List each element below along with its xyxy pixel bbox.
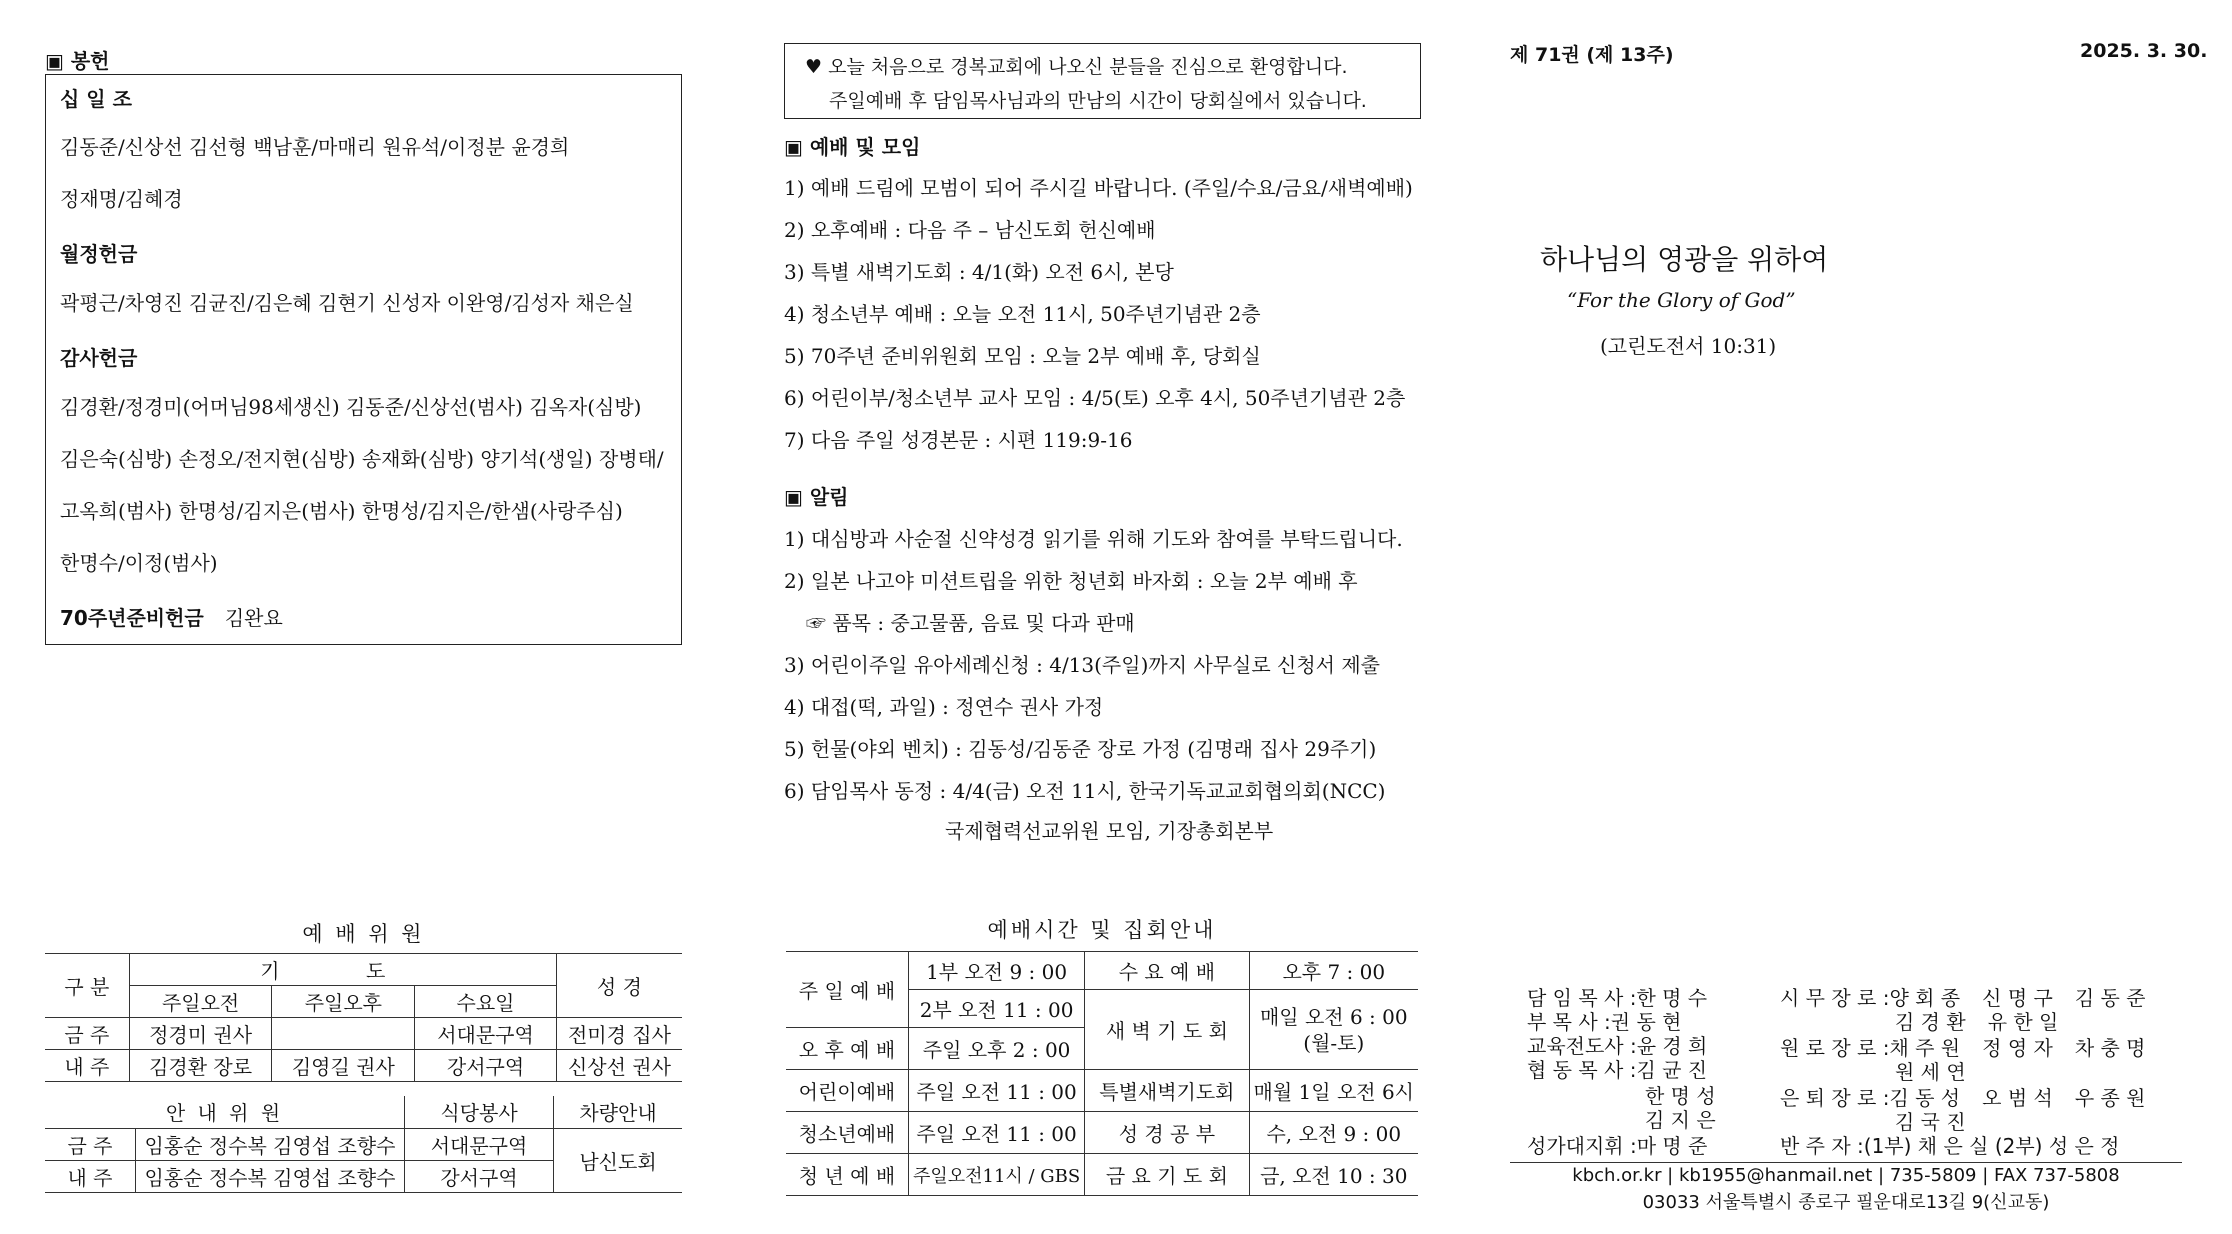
tithe-title: 십 일 조 (60, 87, 132, 111)
tithe-line: 김동준/신상선 김선형 백남훈/마매리 원유석/이정분 윤경희 (60, 135, 570, 159)
special-dawn-time: 매월 1일 오전 6시 (1249, 1070, 1418, 1112)
cell-sun-am: 김경환 장로 (129, 1050, 272, 1082)
youth-time: 주일오전11시 / GBS (908, 1154, 1084, 1196)
staff-coop: 협 동 목 사 :김 균 진 (1527, 1058, 1708, 1082)
welcome-line-2: 주일예배 후 담임목사님과의 만남의 시간이 당회실에서 있습니다. (829, 90, 1367, 112)
footer-contact: kbch.or.kr | kb1955@hanmail.net | 735-5809 | FAX 737-5808 (1572, 1165, 2120, 1186)
volume-number: 제 71권 (제 13주) (1510, 44, 1674, 66)
special-dawn-label: 특별새벽기도회 (1085, 1070, 1249, 1112)
meal-title: 식당봉사 (405, 1096, 554, 1128)
worship-item: 5) 70주년 준비위원회 모임 : 오늘 2부 예배 후, 당회실 (784, 344, 1261, 368)
row-label: 내 주 (45, 1160, 136, 1192)
thanks-line: 김은숙(심방) 손정오/전지현(심방) 송재화(심방) 양기석(생일) 장병태/ (60, 447, 664, 471)
row-label: 금 주 (45, 1018, 129, 1050)
cell-meal: 강서구역 (405, 1160, 554, 1192)
youth-label: 청 년 예 배 (786, 1154, 908, 1196)
wed-label: 수 요 예 배 (1085, 952, 1249, 990)
cell-meal: 서대문구역 (405, 1128, 554, 1160)
row-label: 금 주 (45, 1128, 136, 1160)
table-row (45, 1128, 682, 1160)
schedule-table (786, 951, 1418, 1196)
thanks-line: 한명수/이정(범사) (60, 551, 218, 575)
cell-sun-pm: 김영길 권사 (272, 1050, 415, 1082)
parking-title: 차량안내 (554, 1096, 683, 1128)
staff-elders: 시 무 장 로 :양 회 종 신 명 구 김 동 준 (1780, 986, 2146, 1010)
notice-item: 3) 어린이주일 유아세례신청 : 4/13(주일)까지 사무실로 신청서 제출 (784, 653, 1380, 677)
cell-wed: 강서구역 (415, 1050, 557, 1082)
teen-time: 주일 오전 11 : 00 (908, 1112, 1084, 1154)
kids-label: 어린이예배 (786, 1070, 908, 1112)
cell-bible: 신상선 권사 (556, 1050, 682, 1082)
notice-item: 4) 대접(떡, 과일) : 정연수 권사 가정 (784, 695, 1104, 719)
dawn-days: (월-토) (1303, 1030, 1365, 1055)
staff-assoc-pastor: 부 목 사 :권 동 현 (1527, 1010, 1682, 1034)
notices-section-title: ▣ 알림 (784, 485, 849, 509)
notice-item-continued: 국제협력선교위원 모임, 기장총회본부 (945, 819, 1274, 843)
wed-time: 오후 7 : 00 (1249, 952, 1418, 990)
worship-item: 7) 다음 주일 성경본문 : 시편 119:9-16 (784, 428, 1133, 452)
worship-item: 4) 청소년부 예배 : 오늘 오전 11시, 50주년기념관 2층 (784, 302, 1261, 326)
pm-time: 주일 오후 2 : 00 (908, 1028, 1084, 1070)
worship-item: 3) 특별 새벽기도회 : 4/1(화) 오전 6시, 본당 (784, 260, 1174, 284)
dawn-time-cell (1249, 990, 1418, 1070)
notice-item: 5) 헌물(야외 벤치) : 김동성/김동준 장로 가정 (김명래 집사 29주기) (784, 737, 1377, 761)
anniversary-offering (60, 602, 283, 631)
staff-senior-pastor: 담 임 목 사 :한 명 수 (1527, 986, 1708, 1010)
dawn-label: 새 벽 기 도 회 (1085, 990, 1249, 1070)
cell-wed: 서대문구역 (415, 1018, 557, 1050)
worship-item: 6) 어린이부/청소년부 교사 모임 : 4/5(토) 오후 4시, 50주년기념관 2층 (784, 386, 1406, 410)
staff-retired-2: 김 국 진 (1895, 1110, 1966, 1134)
worship-section-title: ▣ 예배 및 모임 (784, 135, 921, 159)
monthly-title: 월정헌금 (60, 242, 138, 266)
cell-guides: 임홍순 정수복 김영섭 조향수 (136, 1160, 405, 1192)
sunday-first: 1부 오전 9 : 00 (908, 952, 1084, 990)
col-prayer: 기 도 (129, 954, 556, 986)
bible-study-time: 수, 오전 9 : 00 (1249, 1112, 1418, 1154)
guide-title: 안 내 위 원 (45, 1096, 405, 1128)
col-sun-am: 주일오전 (129, 986, 272, 1018)
dawn-time: 매일 오전 6 : 00 (1259, 1004, 1408, 1029)
footer-address: 03033 서울특별시 종로구 필운대로13길 9(신교동) (1642, 1192, 2050, 1213)
teen-label: 청소년예배 (786, 1112, 908, 1154)
monthly-line: 곽평근/차영진 김균진/김은혜 김현기 신성자 이완영/김성자 채은실 (60, 291, 634, 315)
fri-time: 금, 오전 10 : 30 (1249, 1154, 1418, 1196)
row-label: 내 주 (45, 1050, 129, 1082)
staff-senior-elders: 원 로 장 로 :채 주 원 정 영 자 차 충 명 (1780, 1036, 2146, 1060)
theme-english: “For the Glory of God” (1567, 288, 1796, 312)
col-bible: 성 경 (556, 954, 682, 1018)
worship-item: 1) 예배 드림에 모범이 되어 주시길 바랍니다. (주일/수요/금요/새벽예배) (784, 176, 1413, 200)
welcome-line-1: ♥ 오늘 처음으로 경복교회에 나오신 분들을 진심으로 환영합니다. (805, 56, 1348, 78)
col-sun-pm: 주일오후 (272, 986, 415, 1018)
thanks-line: 고옥희(범사) 한명성/김지은(범사) 한명성/김지은/한샘(사랑주심) (60, 499, 623, 523)
notice-item: 2) 일본 나고야 미션트립을 위한 청년회 바자회 : 오늘 2부 예배 후 (784, 569, 1358, 593)
guide-table (45, 1096, 682, 1193)
schedule-title: 예배시간 및 집회안내 (987, 918, 1217, 942)
notice-item: 1) 대심방과 사순절 신약성경 읽기를 위해 기도와 참여를 부탁드립니다. (784, 527, 1403, 551)
committee-title: 예 배 위 원 (302, 922, 425, 946)
notice-item: 6) 담임목사 동정 : 4/4(금) 오전 11시, 한국기독교교회협의회(NCC) (784, 779, 1386, 803)
thanks-title: 감사헌금 (60, 346, 138, 370)
welcome-box (784, 43, 1421, 119)
cell-guides: 임홍순 정수복 김영섭 조향수 (136, 1128, 405, 1160)
sunday-label: 주 일 예 배 (786, 952, 908, 1028)
staff-coop-3: 김 지 은 (1645, 1108, 1716, 1132)
sunday-second: 2부 오전 11 : 00 (908, 990, 1084, 1028)
bulletin-date: 2025. 3. 30. (2080, 40, 2208, 62)
table-row (45, 1018, 682, 1050)
thanks-line: 김경환/정경미(어머님98세생신) 김동준/신상선(범사) 김옥자(심방) (60, 395, 642, 419)
staff-retired: 은 퇴 장 로 :김 동 성 오 범 석 우 종 원 (1780, 1086, 2146, 1110)
cell-sun-am: 정경미 권사 (129, 1018, 272, 1050)
staff-edu: 교육전도사 :윤 경 희 (1527, 1034, 1708, 1058)
pm-label: 오 후 예 배 (786, 1028, 908, 1070)
staff-choir: 성가대지휘 :마 명 준 (1527, 1134, 1708, 1158)
cell-sun-pm (272, 1018, 415, 1050)
cell-parking: 남신도회 (554, 1128, 683, 1192)
fri-label: 금 요 기 도 회 (1085, 1154, 1249, 1196)
staff-coop-2: 한 명 성 (1645, 1084, 1716, 1108)
kids-time: 주일 오전 11 : 00 (908, 1070, 1084, 1112)
cell-bible: 전미경 집사 (556, 1018, 682, 1050)
bible-study-label: 성 경 공 부 (1085, 1112, 1249, 1154)
theme-title: 하나님의 영광을 위하여 (1540, 243, 1829, 276)
tithe-line: 정재명/김혜경 (60, 187, 183, 211)
committee-table (45, 953, 682, 1082)
worship-item: 2) 오후예배 : 다음 주 – 남신도회 헌신예배 (784, 218, 1156, 242)
footer-divider (1510, 1162, 2182, 1163)
table-row (45, 1050, 682, 1082)
staff-elders-2: 김 경 환 유 한 일 (1895, 1010, 2059, 1034)
offering-section-title: ▣ 봉헌 (45, 49, 110, 73)
col-division: 구 분 (45, 954, 129, 1018)
col-wed: 수요일 (415, 986, 557, 1018)
anniversary-names: 김완요 (224, 606, 283, 630)
anniversary-title: 70주년준비헌금 (60, 606, 204, 630)
theme-reference: (고린도전서 10:31) (1600, 334, 1777, 358)
staff-accompanist: 반 주 자 :(1부) 채 은 실 (2부) 성 은 정 (1780, 1134, 2120, 1158)
offering-box (45, 74, 682, 645)
notice-subitem: ☞ 품목 : 중고물품, 음료 및 다과 판매 (806, 611, 1135, 635)
staff-senior-elders-2: 원 세 연 (1895, 1060, 1966, 1084)
